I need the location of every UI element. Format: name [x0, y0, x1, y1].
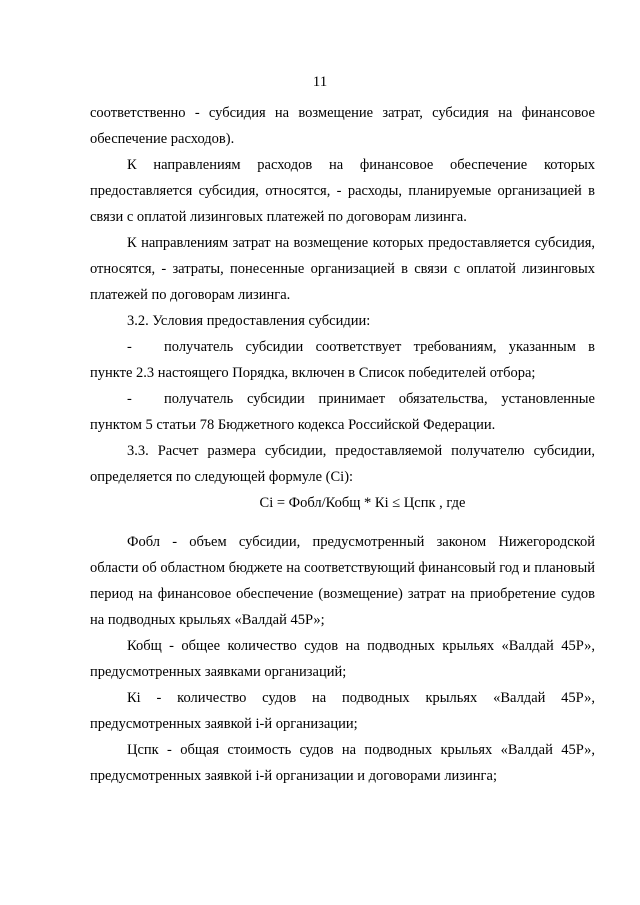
definition-tspk: Цспк - общая стоимость судов на подводных крыльях «Валдай 45Р», предусмотренных заявкой i-й организации и договорами лизинга;	[90, 742, 595, 784]
definition-kobsch: Кобщ - общее количество судов на подводных крыльях «Валдай 45Р», предусмотренных заявками организаций;	[90, 638, 595, 680]
bullet-item-2-text: получатель субсидии принимает обязательства, установленные пунктом 5 статьи 78 Бюджетного кодекса Российской Федерации.	[90, 391, 595, 433]
definition-fobl: Фобл - объем субсидии, предусмотренный законом Нижегородской области об областном бюджете на соответствующий финансовый год и плановый период на финансовое обеспечение (возмещение) затрат на приобретение судов на подводных крыльях «Валдай 45Р»;	[90, 534, 595, 628]
spacer	[90, 516, 595, 529]
bullet-item-1	[90, 334, 595, 386]
bullet-item-2	[90, 386, 595, 438]
bullet-marker: -	[127, 339, 132, 355]
paragraph-1: соответственно - субсидия на возмещение затрат, субсидия на финансовое обеспечение расходов).	[90, 105, 595, 147]
document-body	[90, 100, 595, 789]
paragraph-3-3: 3.3. Расчет размера субсидии, предоставляемой получателю субсидии, определяется по следующей формуле (Сi):	[90, 443, 595, 485]
bullet-marker: -	[127, 391, 132, 407]
page-number: 11	[312, 74, 328, 90]
paragraph-3: К направлениям затрат на возмещение которых предоставляется субсидия, относятся, - затраты, понесенные организацией в связи с оплатой лизинговых платежей по договорам лизинга.	[90, 235, 595, 303]
definition-ki: Кi - количество судов на подводных крыльях «Валдай 45Р», предусмотренных заявкой i-й организации;	[90, 690, 595, 732]
formula: Сi = Фобл/Кобщ * Кi ≤ Цспк , где	[259, 495, 466, 511]
paragraph-2: К направлениям расходов на финансовое обеспечение которых предоставляется субсидия, относятся, - расходы, планируемые организацией в связи с оплатой лизинговых платежей по договорам лизинга.	[90, 157, 595, 225]
bullet-item-1-text: получатель субсидии соответствует требованиям, указанным в пункте 2.3 настоящего Порядка, включен в Список победителей отбора;	[90, 339, 595, 381]
section-heading-3-2: 3.2. Условия предоставления субсидии:	[127, 313, 371, 329]
